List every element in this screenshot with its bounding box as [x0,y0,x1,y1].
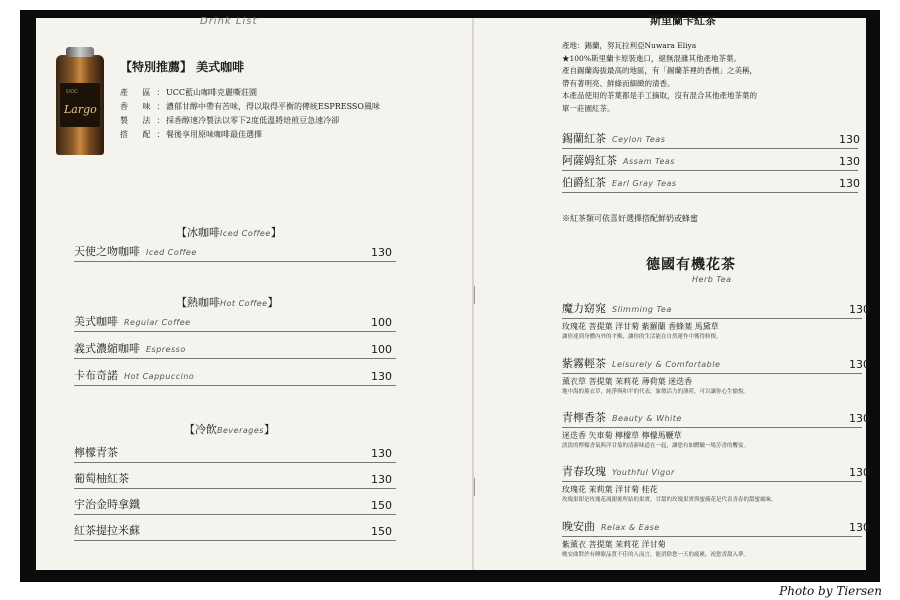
section-title-script: Hot Coffee [220,299,268,308]
menu-item [74,244,396,262]
item-name [74,243,197,259]
featured-title: 【特別推薦】 美式咖啡 [120,60,245,74]
featured-row [120,100,380,114]
featured-key: 搭 配： [120,130,171,139]
section-title-end: 】 [270,226,282,239]
item-name: 宇治金時拿鐵 [74,498,140,511]
item-name-en: Beauty & White [612,414,682,423]
item-price: 130 [371,473,392,486]
menu-item [562,130,858,149]
herb-ingredients: 迷迭香 矢車菊 檸檬草 檸檬馬鞭草 [562,431,682,440]
description-line: 帶有著明亮、鮮綠而細緻的清香。 [562,78,675,88]
coffee-can-image [56,55,104,155]
item-name [74,313,191,329]
herb-tea-row [562,410,870,428]
featured-key: 產 區： [120,88,171,97]
item-name [74,340,186,356]
menu-right-page [474,14,870,570]
item-price: 130 [849,521,870,534]
herb-tea-item [562,519,870,558]
featured-value: 餐後享用原味咖啡最佳選擇 [166,130,262,139]
item-name [562,300,672,316]
description-line: 產自錫蘭海拔最高的地區，有「錫蘭茶裡的香檳」之美稱， [562,66,757,75]
item-name [562,130,665,146]
item-price: 130 [371,447,392,460]
menu-item [74,368,396,386]
item-name [562,409,682,425]
menu-item [74,497,396,515]
black-tea-description [562,40,854,115]
herb-tea-subtitle: Herb Tea [692,275,732,284]
item-name-en: Youthful Vigor [612,468,675,477]
herb-ingredients: 玫瑰花 菩提葉 洋甘菊 紫羅蘭 香蜂葉 馬黛草 [562,322,719,331]
section-title-end: 】 [263,423,275,436]
herb-description: 玫瑰果即是玫瑰花凋謝後所結的果實，甘甜的玫瑰果實與蜜蘋花是代表青春的甜蜜風味。 [562,497,777,503]
section-title-script: Iced Coffee [220,229,271,238]
section-title-text: 【冰咖啡 [176,226,220,239]
item-name-zh: 伯爵紅茶 [562,176,606,189]
item-name-en: Earl Gray Teas [612,179,677,188]
item-name-zh: 紫霧輕茶 [562,357,606,370]
herb-tea-row [562,301,870,319]
section-title-text: 【冷飲 [184,423,217,436]
herb-description: 淡淡的檸檬香氣與洋甘菊的清新味道在一起，讓您有如體驗一場芳香的饗宴。 [562,443,750,449]
item-price: 130 [839,155,860,168]
item-price: 130 [371,370,392,383]
menu-item [562,174,858,193]
beverages-title [184,421,275,437]
featured-value: UCC藍山咖啡克麗嘶莊園 [166,88,257,97]
featured-row [120,128,380,142]
herb-tea-title: 德國有機花茶 [646,257,736,273]
section-title-script: Beverages [217,426,264,435]
can-label [60,83,100,127]
item-price: 150 [371,499,392,512]
herb-tea-row [562,519,870,537]
featured-row [120,86,380,100]
item-name-en: Iced Coffee [146,248,197,257]
featured-key: 香 味： [120,102,171,111]
page-header-script: Drink List [200,16,258,27]
herb-tea-item [562,356,870,395]
item-price: 130 [849,303,870,316]
item-price: 130 [849,466,870,479]
item-price: 130 [849,358,870,371]
item-name-zh: 美式咖啡 [74,315,118,328]
can-brand-text: UCC [66,89,78,95]
description-line: 本產品使用的茶葉都是手工摘取，沒有混合其他產地茶葉的 [562,91,757,100]
photo-credit: Photo by Tiersen [779,584,882,598]
herb-ingredients: 玫瑰花 茉莉葉 洋甘菊 桂花 [562,485,658,494]
featured-key: 製 法： [120,116,171,125]
binding-mark [474,478,475,496]
item-name: 檸檬青茶 [74,446,118,459]
description-line: 單一莊園紅茶。 [562,103,615,113]
can-logo-text: Largo [64,103,97,116]
item-name-en: Assam Teas [623,157,675,166]
item-name [562,174,677,190]
item-name-en: Slimming Tea [612,305,672,314]
item-price: 130 [839,177,860,190]
featured-row [120,114,380,128]
item-name-en: Regular Coffee [124,318,191,327]
item-name-zh: 卡布奇諾 [74,369,118,382]
menu-item [562,152,858,171]
featured-details [120,86,380,142]
item-name-en: Leisurely & Comfortable [612,360,721,369]
item-name [562,355,720,371]
herb-description: 晚安曲對於有睡眠品質不佳的人而言，能消除您一天的疲累，祝您香甜入夢。 [562,552,750,558]
menu-item [74,341,396,359]
item-price: 100 [371,316,392,329]
can-lid [66,47,94,57]
black-tea-heading: 斯里蘭卡紅茶 [650,14,716,27]
iced-coffee-title [176,224,282,240]
herb-tea-item [562,301,870,340]
binding-mark [474,286,475,304]
item-name-zh: 青檸香茶 [562,411,606,424]
item-price: 130 [371,246,392,259]
item-price: 130 [849,412,870,425]
featured-value: 濃郁甘醇中帶有苦味，得以取得平衡的傳統ESPRESSO風味 [166,102,380,111]
item-name-zh: 錫蘭紅茶 [562,132,606,145]
item-name-zh: 青春玫瑰 [562,465,606,478]
item-name [562,518,660,534]
item-name: 紅茶提拉米蘇 [74,524,140,537]
item-name-zh: 義式濃縮咖啡 [74,342,140,355]
item-name [74,367,194,383]
item-price: 100 [371,343,392,356]
description-line: 產地：錫蘭，努瓦拉利亞Nuwara Eliya [562,41,697,50]
featured-value: 採香醇速冷製法以零下2度低溫將焙煎豆急速冷卻 [166,116,340,125]
item-name [562,463,675,479]
menu-item [74,314,396,332]
herb-description: 讓你達到身體內外的平衡，讓你的生活能在自然運作中獲得修復。 [562,334,722,340]
menu-item [74,471,396,489]
hot-coffee-title [176,294,279,310]
herb-description: 地中海的薰衣草，純淨與和平的代表，象徵活力的薄荷，可以讓你心生愉悅。 [562,389,750,395]
herb-ingredients: 薰衣草 菩提葉 茉莉花 薄荷葉 迷迭香 [562,377,693,386]
herb-tea-row [562,356,870,374]
item-name-zh: 晚安曲 [562,520,595,533]
herb-tea-item [562,410,870,449]
menu-item [74,445,396,463]
menu-left-page [36,18,472,570]
item-name [562,152,675,168]
herb-tea-item [562,464,870,503]
black-tea-note: ※紅茶類可依喜好選擇搭配鮮奶或蜂蜜 [562,214,698,223]
item-name-zh: 天使之吻咖啡 [74,245,140,258]
herb-tea-row [562,464,870,482]
item-price: 130 [839,133,860,146]
description-line: ★100%斯里蘭卡原裝進口，絕無混雜其他產地茶葉。 [562,53,741,63]
section-title-end: 】 [267,296,279,309]
item-name-en: Relax & Ease [601,523,660,532]
item-name-en: Espresso [146,345,186,354]
menu-item [74,523,396,541]
item-price: 150 [371,525,392,538]
item-name-en: Hot Cappuccino [124,372,195,381]
item-name-zh: 阿薩姆紅茶 [562,154,617,167]
section-title-text: 【熱咖啡 [176,296,220,309]
item-name-en: Ceylon Teas [612,135,666,144]
item-name-zh: 魔力窈窕 [562,302,606,315]
item-name: 葡萄柚紅茶 [74,472,129,485]
herb-ingredients: 紫薰衣 菩提葉 茉莉花 洋甘菊 [562,540,666,549]
